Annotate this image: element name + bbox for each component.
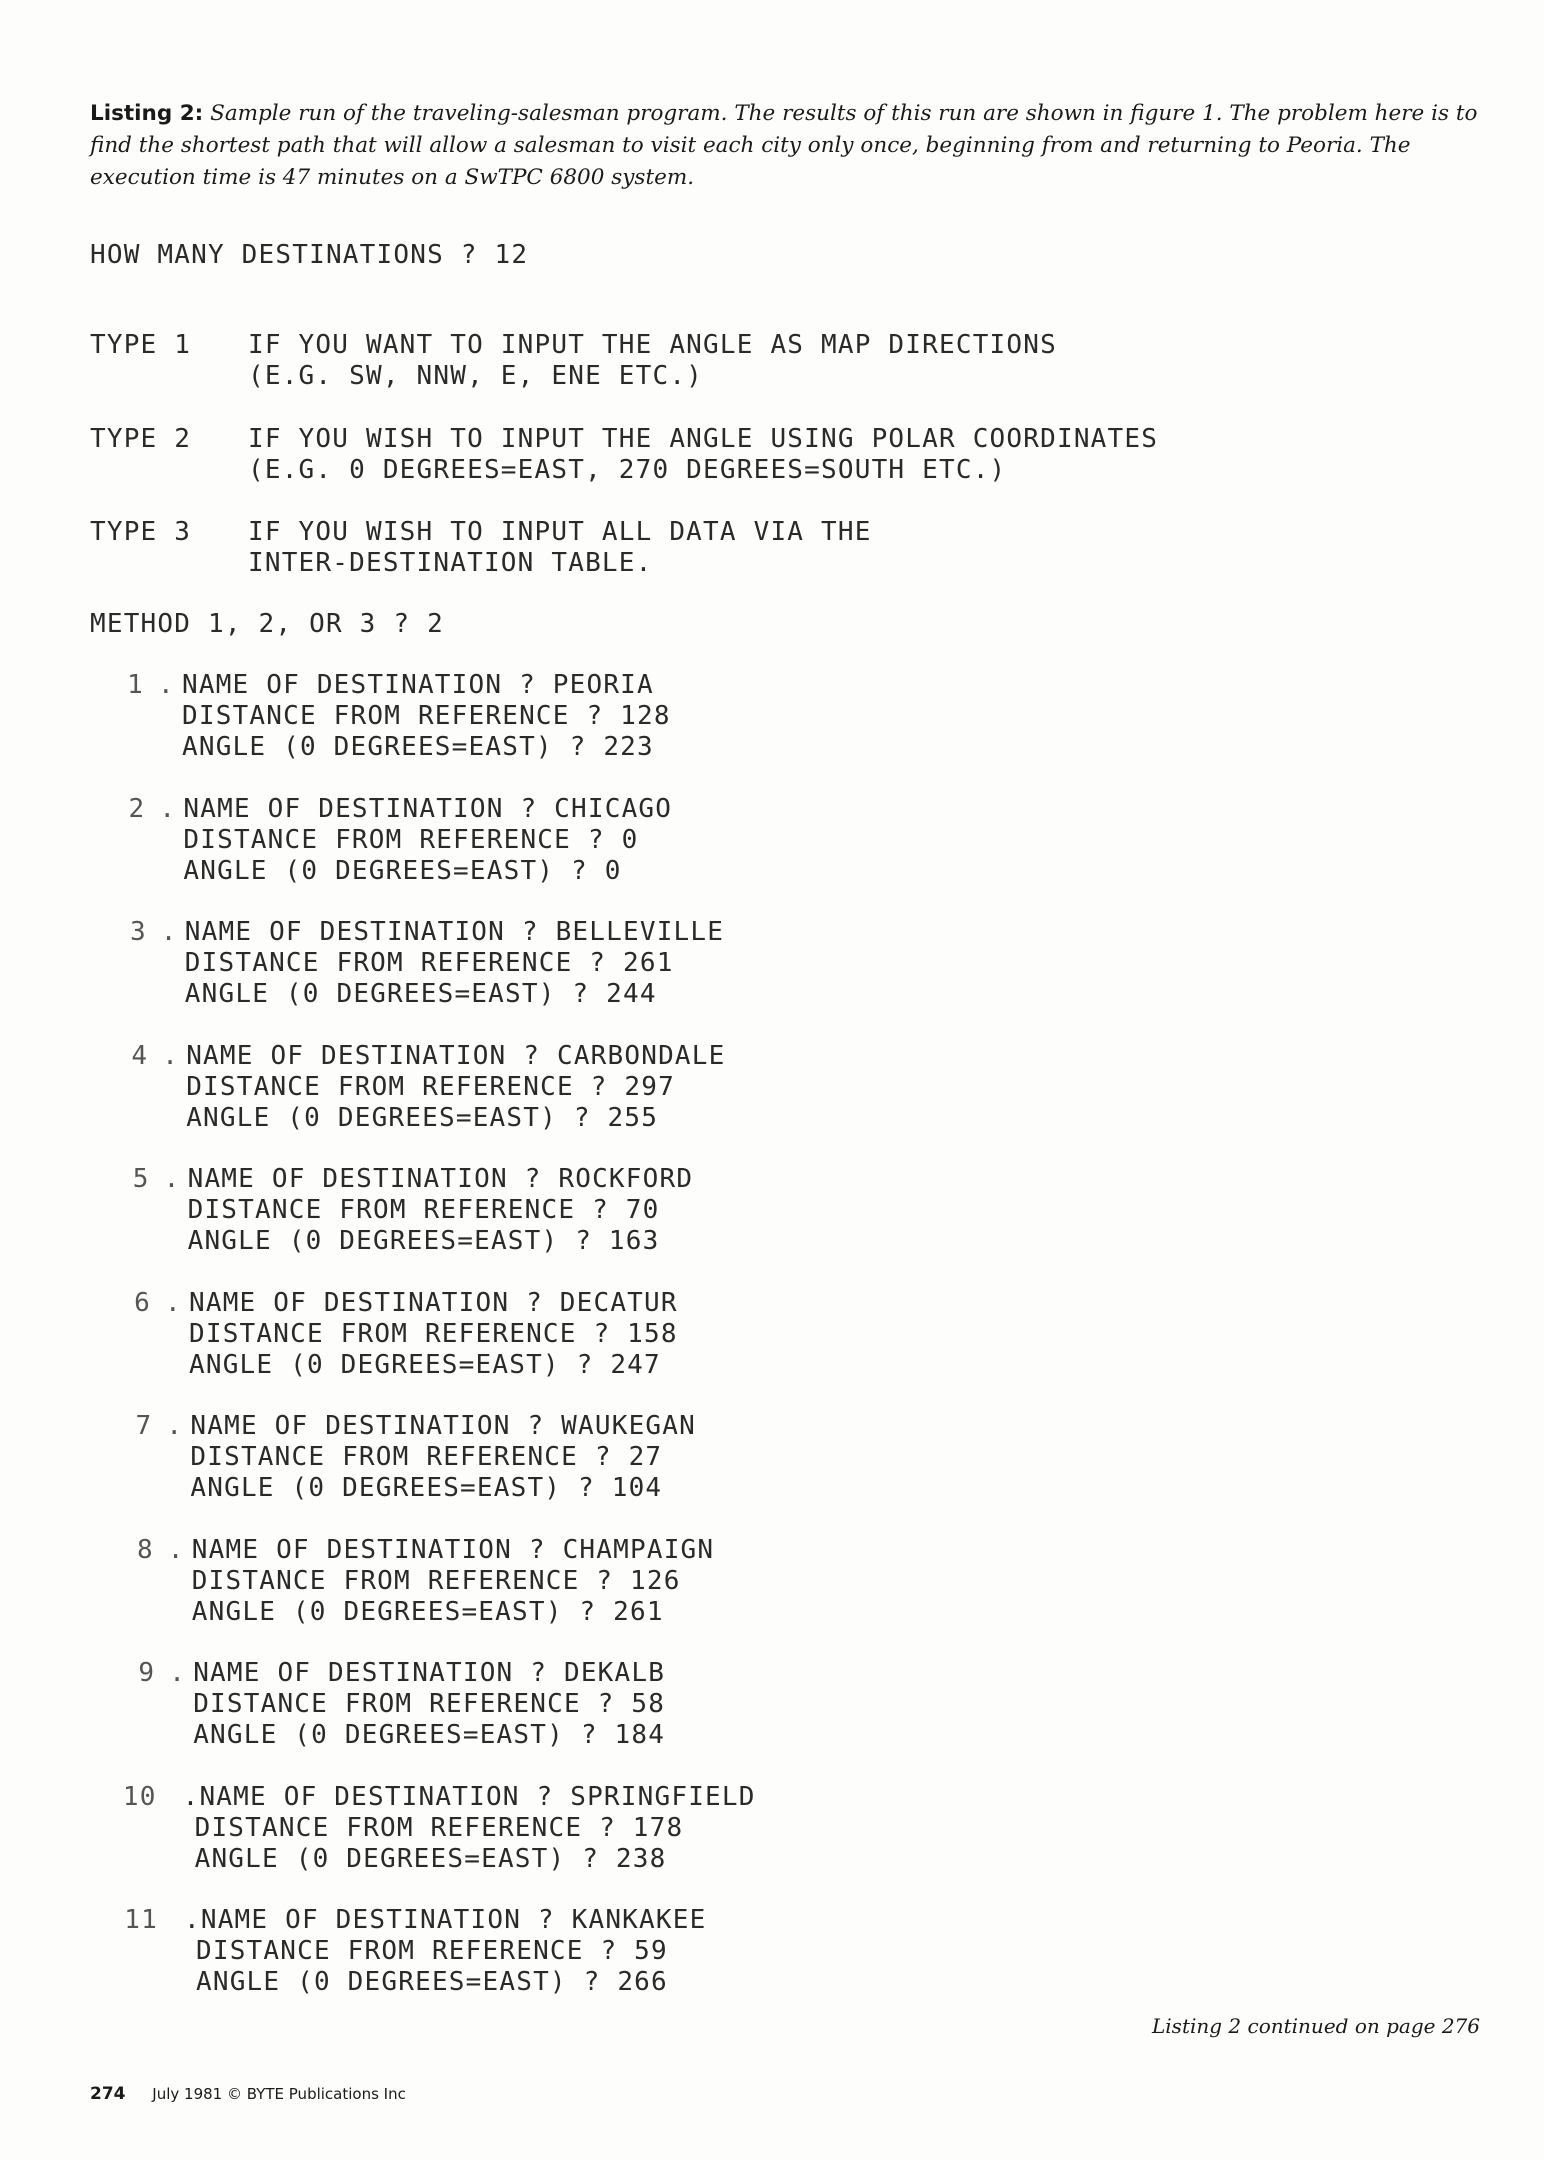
type-label: TYPE 3 (90, 517, 192, 547)
continued-note: Listing 2 continued on page 276 (1152, 2014, 1480, 2038)
distance-line: DISTANCE FROM REFERENCE ? 126 (191, 1566, 681, 1596)
angle-line: ANGLE (0 DEGREES=EAST) ? 247 (189, 1350, 661, 1380)
destination-entry (120, 1535, 920, 1631)
entry-number: 1 (127, 670, 144, 700)
destination-entry (114, 1041, 914, 1137)
angle-line: ANGLE (0 DEGREES=EAST) ? 244 (184, 979, 657, 1009)
destination-entry (117, 1288, 917, 1384)
entry-number: 9 (138, 1658, 156, 1688)
distance-line: DISTANCE FROM REFERENCE ? 297 (186, 1072, 675, 1102)
angle-line: ANGLE (0 DEGREES=EAST) ? 261 (191, 1597, 664, 1627)
entry-dot: . (165, 1288, 182, 1318)
entry-dot: . (169, 1658, 187, 1688)
distance-line: DISTANCE FROM REFERENCE ? 0 (183, 825, 639, 855)
destination-name-line: NAME OF DESTINATION ? ROCKFORD (187, 1164, 694, 1194)
entry-dot: . (159, 794, 177, 824)
caption-text: Sample run of the traveling-salesman program. The results of this run are shown in figure 1. The problem here is to find the shortest path that will allow a salesman to visit each city only once, beginning from and returning to Peoria. The execution time is 47 minutes on a SwTPC 6800 system. (90, 101, 1478, 190)
destination-name-line: NAME OF DESTINATION ? CHAMPAIGN (191, 1535, 715, 1565)
entry-dot: . (163, 1164, 181, 1194)
angle-line: ANGLE (0 DEGREES=EAST) ? 184 (193, 1720, 666, 1750)
destination-name-line: NAME OF DESTINATION ? DECATUR (189, 1288, 678, 1318)
destination-entry (110, 670, 910, 766)
destination-entry (113, 917, 913, 1013)
listing-caption (90, 98, 1480, 194)
entry-number: 11 (124, 1905, 158, 1935)
angle-line: ANGLE (0 DEGREES=EAST) ? 104 (190, 1473, 663, 1503)
angle-line: ANGLE (0 DEGREES=EAST) ? 255 (186, 1103, 659, 1133)
angle-line: ANGLE (0 DEGREES=EAST) ? 163 (187, 1226, 660, 1256)
type-description-line1: IF YOU WISH TO INPUT THE ANGLE USING POLAR COORDINATES (248, 424, 1159, 454)
entry-dot: . (167, 1535, 185, 1565)
method-prompt: METHOD 1, 2, OR 3 ? 2 (90, 609, 444, 639)
angle-line: ANGLE (0 DEGREES=EAST) ? 266 (196, 1967, 668, 1997)
entry-dot: . (160, 917, 178, 947)
distance-line: DISTANCE FROM REFERENCE ? 70 (187, 1195, 660, 1225)
distance-line: DISTANCE FROM REFERENCE ? 58 (193, 1689, 666, 1719)
entry-dot: . (158, 670, 175, 700)
entry-number: 5 (132, 1164, 150, 1194)
entry-number: 10 (122, 1782, 157, 1812)
entry-number: 3 (129, 917, 147, 947)
destination-name-line: NAME OF DESTINATION ? CARBONDALE (186, 1041, 726, 1071)
entry-dot: . (162, 1041, 180, 1071)
distance-line: DISTANCE FROM REFERENCE ? 27 (190, 1442, 663, 1472)
distance-line: DISTANCE FROM REFERENCE ? 178 (194, 1813, 684, 1843)
type-description-line2: INTER-DESTINATION TABLE. (248, 548, 653, 578)
entry-number: 6 (134, 1288, 151, 1318)
distance-line: DISTANCE FROM REFERENCE ? 128 (182, 701, 671, 731)
entry-number: 8 (136, 1535, 154, 1565)
type-description-line2: (E.G. SW, NNW, E, ENE ETC.) (248, 361, 704, 391)
destination-name-line: .NAME OF DESTINATION ? SPRINGFIELD (182, 1782, 756, 1812)
destination-name-line: NAME OF DESTINATION ? WAUKEGAN (190, 1411, 696, 1441)
destination-name-line: NAME OF DESTINATION ? PEORIA (182, 670, 654, 700)
destination-entry (121, 1658, 921, 1754)
destination-entry (118, 1411, 918, 1507)
angle-line: ANGLE (0 DEGREES=EAST) ? 238 (194, 1844, 667, 1874)
angle-line: ANGLE (0 DEGREES=EAST) ? 0 (183, 856, 622, 886)
type-label: TYPE 1 (90, 330, 192, 360)
footer-text: July 1981 © BYTE Publications Inc (152, 2085, 406, 2103)
destination-name-line: NAME OF DESTINATION ? CHICAGO (183, 794, 673, 824)
destination-entry (124, 1905, 924, 2001)
entry-number: 2 (128, 794, 146, 824)
angle-line: ANGLE (0 DEGREES=EAST) ? 223 (182, 732, 654, 762)
destination-name-line: NAME OF DESTINATION ? DEKALB (193, 1658, 666, 1688)
destination-name-line: .NAME OF DESTINATION ? KANKAKEE (184, 1905, 707, 1935)
page-footer (90, 2084, 406, 2104)
page-number: 274 (90, 2084, 126, 2104)
type-description-line1: IF YOU WISH TO INPUT ALL DATA VIA THE (248, 517, 872, 547)
destination-entry (111, 794, 911, 890)
distance-line: DISTANCE FROM REFERENCE ? 59 (196, 1936, 668, 1966)
caption-label: Listing 2: (90, 101, 204, 126)
entry-number: 7 (135, 1411, 153, 1441)
distance-line: DISTANCE FROM REFERENCE ? 261 (184, 948, 674, 978)
destination-entry (116, 1164, 916, 1260)
destination-name-line: NAME OF DESTINATION ? BELLEVILLE (184, 917, 725, 947)
entry-number: 4 (131, 1041, 149, 1071)
type-description-line1: IF YOU WANT TO INPUT THE ANGLE AS MAP DIRECTIONS (248, 330, 1057, 360)
entry-dot: . (166, 1411, 184, 1441)
distance-line: DISTANCE FROM REFERENCE ? 158 (189, 1319, 678, 1349)
destinations-prompt: HOW MANY DESTINATIONS ? 12 (90, 240, 529, 270)
destination-entry (123, 1782, 923, 1878)
type-description-line2: (E.G. 0 DEGREES=EAST, 270 DEGREES=SOUTH ETC.) (248, 455, 1007, 485)
type-label: TYPE 2 (90, 424, 192, 454)
